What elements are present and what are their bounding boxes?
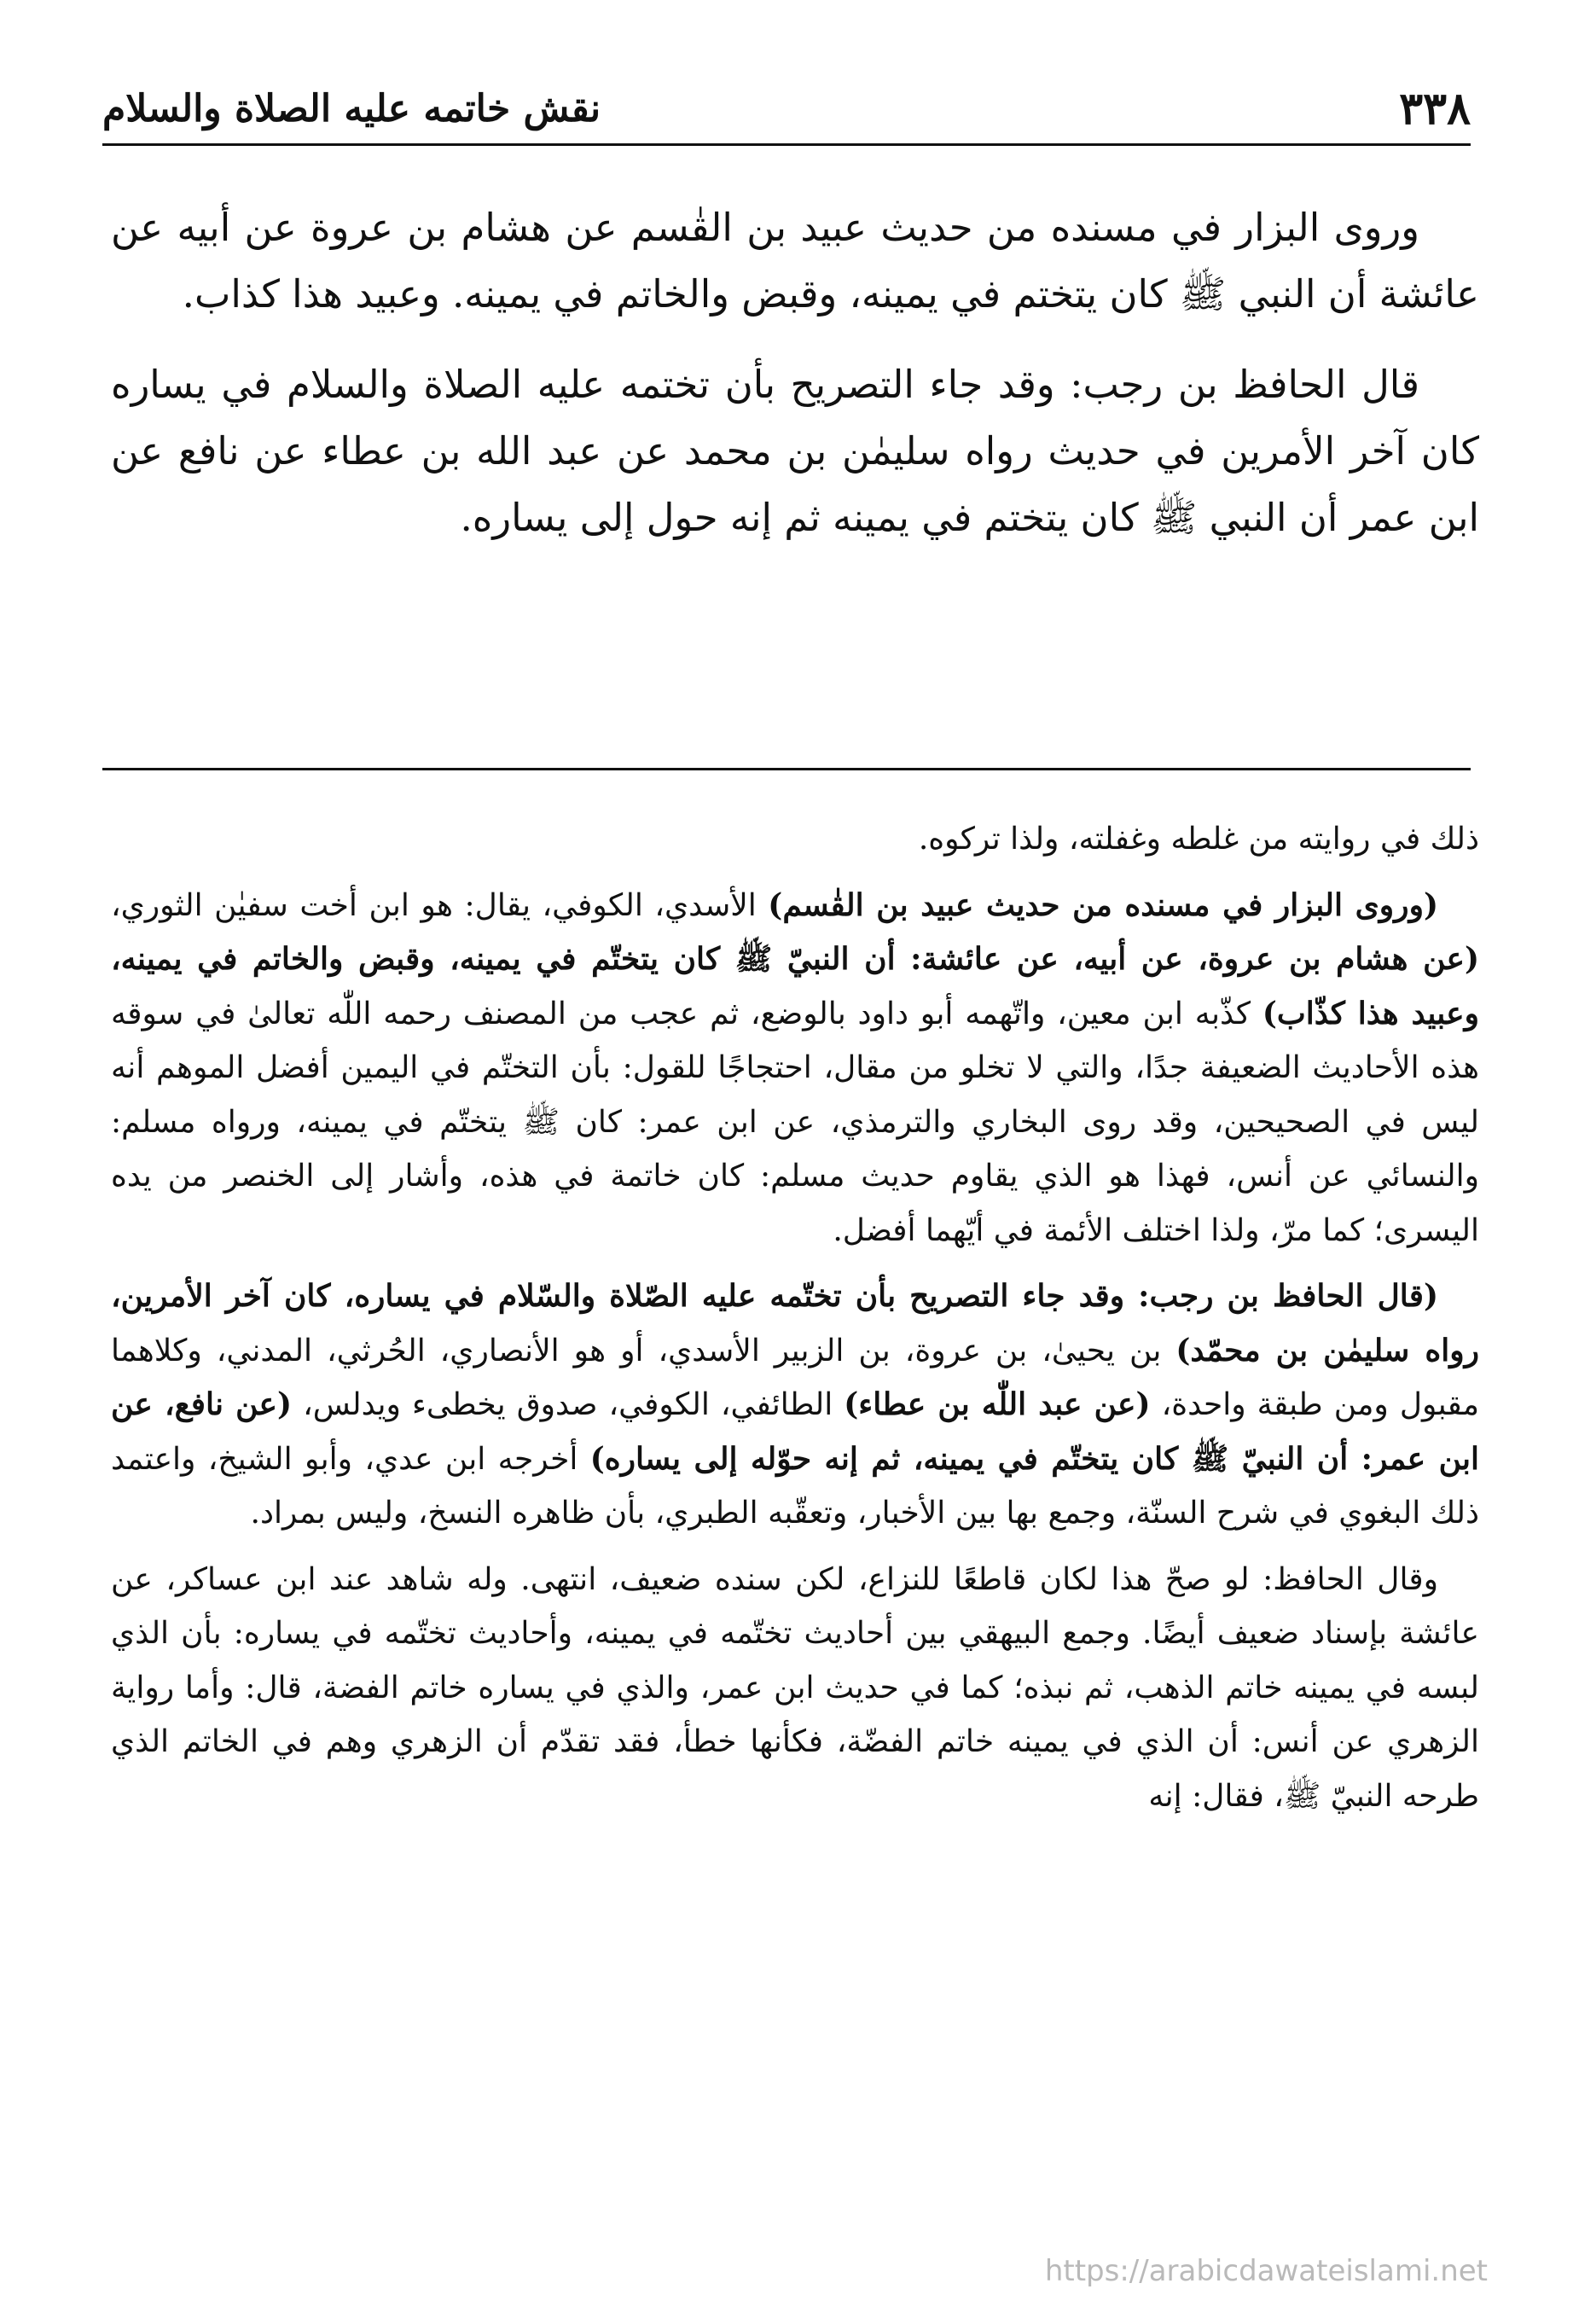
quoted-text: (وروى البزار في مسنده من حديث عبيد بن القٰسم): [768, 886, 1438, 923]
commentary-text-run: الأسدي، الكوفي، يقال: هو ابن أخت سفيٰن الثوري،: [111, 887, 769, 923]
main-paragraph: وروى البزار في مسنده من حديث عبيد بن القٰسم عن هشام بن عروة عن أبيه عن عائشة أن النبي ﷺ كان يتختم في يمينه، وقبض والخاتم في يمينه. وعبيد هذا كذاب.: [111, 205, 1479, 317]
quoted-text: (عن هشام بن عروة، عن أبيه، عن عائشة: أن النبيّ ﷺ كان يتختّم في يمينه، وقبض والخاتم في يمينه، وعبيد هذا كذّاب): [111, 941, 1479, 1031]
header-rule: [102, 143, 1471, 146]
section-divider: [102, 768, 1471, 770]
commentary-text-run: كذّبه ابن معين، واتّهمه أبو داود بالوضع، ثم عجب من المصنف رحمه اللّٰه تعالىٰ في سوقه هذه الأحاديث الضعيفة جدًا، والتي لا تخلو من مقال، احتجاجًا للقول: بأن التختّم في اليمين أفضل الموهم أنه ليس في الصحيحين، وقد روى البخاري والترمذي، عن ابن عمر: كان ﷺ يتختّم في يمينه، ورواه مسلم: والنسائي عن أنس، فهذا هو الذي يقاوم حديث مسلم: كان خاتمة في هذه، وأشار إلى الخنصر من يده اليسرى؛ كما مرّ، ولذا اختلف الأئمة في أيّهما أفضل.: [111, 996, 1479, 1248]
page-header: [102, 78, 1471, 138]
commentary-paragraph: [111, 1269, 1479, 1541]
commentary-text: [111, 812, 1479, 1835]
quoted-text: (عن عبد اللّٰه بن عطاء): [844, 1386, 1151, 1422]
commentary-paragraph: وقال الحافظ: لو صحّ هذا لكان قاطعًا للنزاع، لكن سنده ضعيف، انتهى. وله شاهد عند ابن عساكر، عن عائشة بإسناد ضعيف أيضًا. وجمع البيهقي بين أحاديث تختّمه في يمينه، وأحاديث تختّمه في يساره: بأن الذي لبسه في يمينه خاتم الذهب، ثم نبذه؛ كما في حديث ابن عمر، والذي في يساره خاتم الفضة، قال: وأما رواية الزهري عن أنس: أن الذي في يمينه خاتم الفضّة، فكأنها خطأ، فقد تقدّم أن الزهري وهم في الخاتم الذي طرحه النبيّ ﷺ، فقال: إنه: [111, 1561, 1479, 1814]
commentary-paragraph: [111, 879, 1479, 1258]
commentary-text-run: الطائفي، الكوفي، صدوق يخطىء ويدلس،: [292, 1387, 845, 1422]
commentary-text-run: أخرجه ابن عدي، وأبو الشيخ، واعتمد ذلك البغوي في شرح السنّة، وجمع بها بين الأخبار، وتعقّبه الطبري، بأن ظاهره النسخ، وليس بمراد.: [111, 1441, 1479, 1531]
page-number: ۳۳۸: [1399, 82, 1471, 135]
main-paragraph: قال الحافظ بن رجب: وقد جاء التصريح بأن تختمه عليه الصلاة والسلام في يساره كان آخر الأمرين في حديث رواه سليمٰن بن محمد عن عبد الله بن عطاء عن نافع عن ابن عمر أن النبي ﷺ كان يتختم في يمينه ثم إنه حول إلى يساره.: [111, 362, 1479, 540]
quoted-text: (قال الحافظ بن رجب: وقد جاء التصريح بأن تختّمه عليه الصّلاة والسّلام في يساره، كان آخر الأمرين، رواه سليمٰن بن محمّد): [111, 1278, 1479, 1368]
running-title: نقش خاتمه علیه الصلاة والسلام: [102, 86, 601, 131]
commentary-text-run: بن يحيىٰ، بن عروة، بن الزبير الأسدي، أو هو الأنصاري، الحُرثي، المدني، وكلاهما مقبول ومن طبقة واحدة،: [111, 1333, 1479, 1422]
main-text: [111, 195, 1479, 575]
quoted-text: (عن نافع، عن ابن عمر: أن النبيّ ﷺ كان يتختّم في يمينه، ثم إنه حوّله إلى يساره): [111, 1386, 1479, 1477]
commentary-paragraph: ذلك في روايته من غلطه وغفلته، ولذا تركوه.: [918, 822, 1479, 857]
watermark-url: https://arabicdawateislami.net: [1044, 2254, 1488, 2288]
